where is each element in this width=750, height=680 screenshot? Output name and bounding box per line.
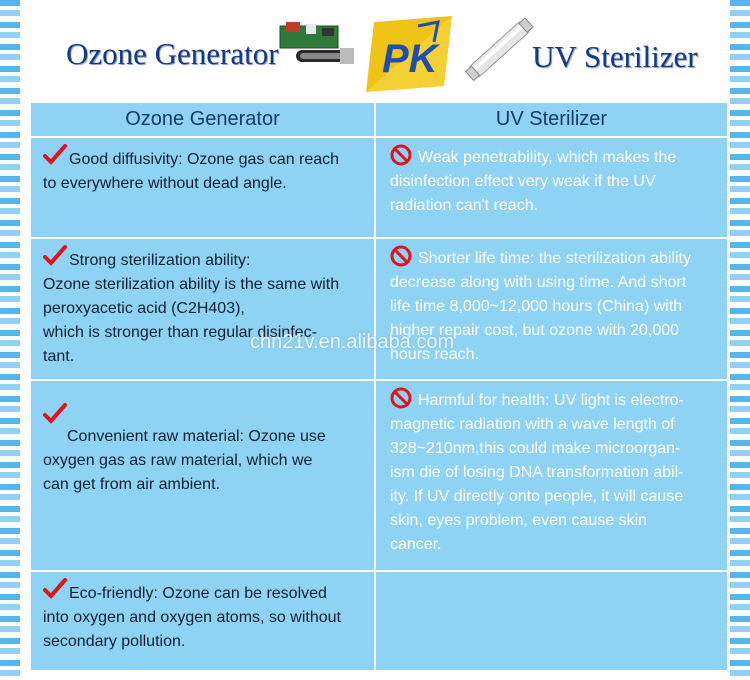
cell-text: radiation can't reach. <box>390 197 539 214</box>
cell-text: Harmful for health: UV light is electro- <box>418 392 684 409</box>
cell-text: ity. If UV directly onto people, it will cause <box>390 488 684 505</box>
uv-empty-cell <box>376 572 727 670</box>
uv-drawback-penetrability <box>376 138 727 237</box>
uv-sterilizer-title: UV Sterilizer <box>532 39 698 74</box>
ozone-advantage-raw-material <box>31 381 374 570</box>
cell-text: Strong sterilization ability: <box>69 252 251 269</box>
cell-text: disinfection effect very weak if the UV <box>390 173 656 190</box>
cell-text: skin, eyes problem, even cause skin <box>390 512 648 529</box>
column-header-ozone: Ozone Generator <box>31 103 374 136</box>
cell-text: Convenient raw material: Ozone use <box>67 428 326 445</box>
pk-logo <box>360 12 458 98</box>
watermark-text: chn21v.en.alibaba.com <box>250 331 455 353</box>
decorative-border-left <box>0 0 20 680</box>
decorative-border-right <box>730 0 750 680</box>
checkmark-icon <box>43 245 67 267</box>
checkmark-icon <box>43 403 67 425</box>
ozone-advantage-diffusivity <box>31 138 374 237</box>
ozone-generator-device-image <box>278 20 356 72</box>
cell-text: Good diffusivity: Ozone gas can reach <box>69 151 340 168</box>
cell-text: Weak penetrability, which makes the <box>418 149 677 166</box>
cell-text: 328~210nm,this could make microorgan- <box>390 440 681 457</box>
pk-logo-text: PK <box>382 37 438 81</box>
prohibited-icon <box>390 144 412 166</box>
prohibited-icon <box>390 245 412 267</box>
cell-text: oxygen gas as raw material, which we <box>43 452 313 469</box>
uv-drawback-health <box>376 381 727 570</box>
cell-text: ism die of losing DNA transformation abil- <box>390 464 684 481</box>
cell-text: Eco-friendly: Ozone can be resolved <box>69 585 327 602</box>
cell-text: cancer. <box>390 536 442 553</box>
cell-text: higher repair cost, but ozone with 20,000 <box>390 322 680 339</box>
cell-text: can get from air ambient. <box>43 476 220 493</box>
cell-text: Ozone sterilization ability is the same with <box>43 276 340 293</box>
column-header-uv: UV Sterilizer <box>376 103 727 136</box>
cell-text: decrease along with using time. And short <box>390 274 687 291</box>
cell-text: which is stronger than regular disinfec- <box>43 324 317 341</box>
cell-text: peroxyacetic acid (C2H403), <box>43 300 245 317</box>
cell-text: magnetic radiation with a wave length of <box>390 416 675 433</box>
ozone-advantage-sterilization <box>31 239 374 379</box>
cell-text: tant. <box>43 348 75 365</box>
uv-lamp-tube-image <box>460 14 540 86</box>
uv-drawback-life-time <box>376 239 727 379</box>
cell-text: to everywhere without dead angle. <box>43 175 287 192</box>
cell-text: secondary pollution. <box>43 633 186 650</box>
ozone-generator-title: Ozone Generator <box>66 36 279 71</box>
checkmark-icon <box>43 144 67 166</box>
cell-text: Shorter life time: the sterilization ability <box>418 250 691 267</box>
prohibited-icon <box>390 387 412 409</box>
header <box>20 0 730 100</box>
comparison-table <box>31 103 727 673</box>
checkmark-icon <box>43 578 67 600</box>
ozone-advantage-eco-friendly <box>31 572 374 670</box>
cell-text: life time 8,000~12,000 hours (China) with <box>390 298 683 315</box>
cell-text: into oxygen and oxygen atoms, so without <box>43 609 341 626</box>
cell-text: hours reach. <box>390 346 479 363</box>
